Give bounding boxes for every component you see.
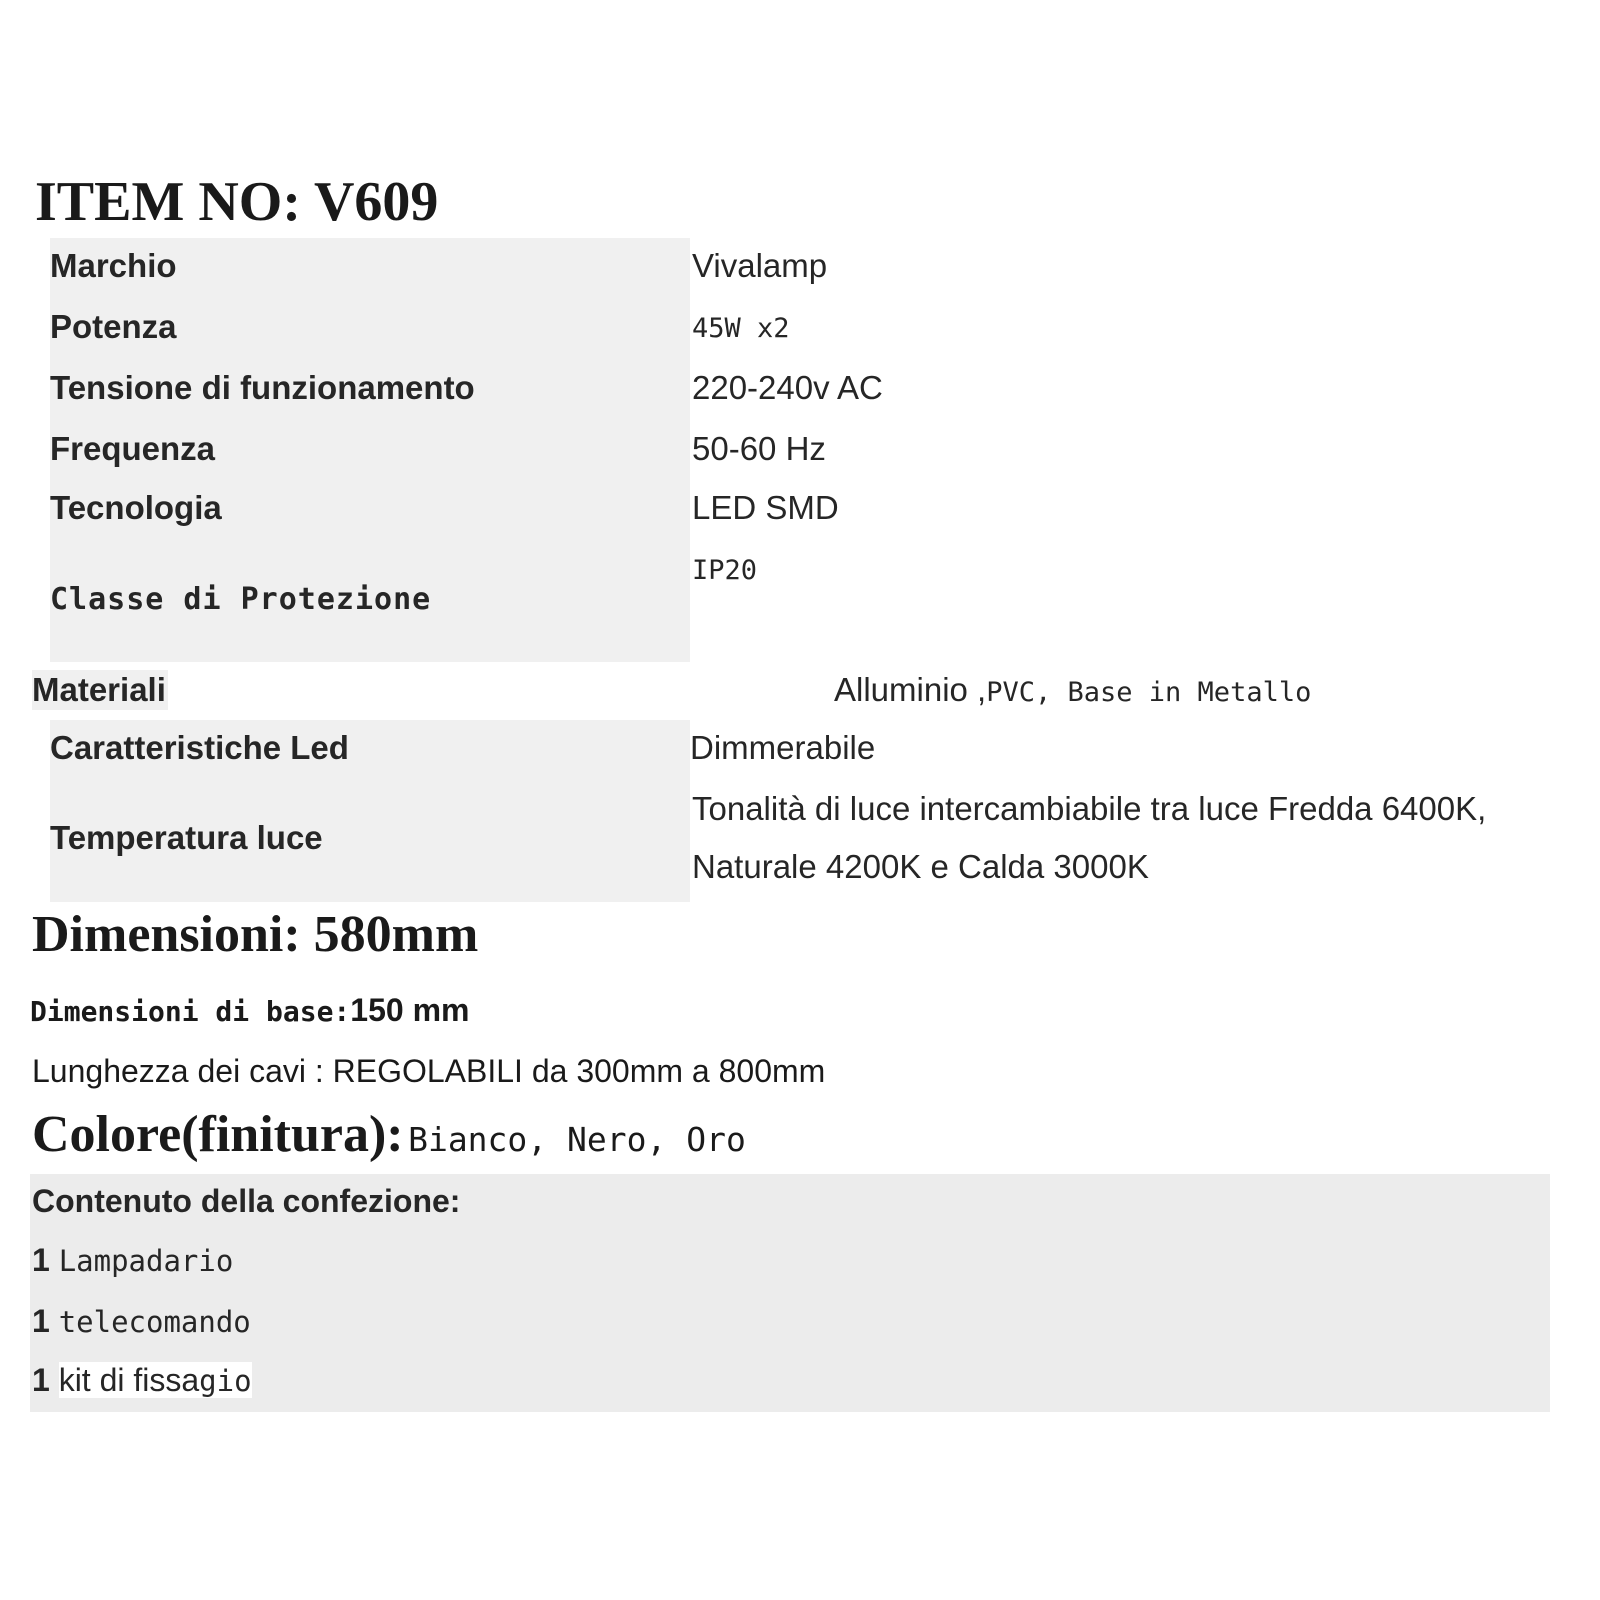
spec-label-classe-protezione: Classe di Protezione xyxy=(50,582,432,617)
spec-value-tecnologia: LED SMD xyxy=(692,489,839,526)
item-number-title: ITEM NO: V609 xyxy=(35,171,439,233)
spec-label-caratteristiche-led: Caratteristiche Led xyxy=(50,729,349,766)
package-item xyxy=(32,1301,251,1342)
spec-value-tensione: 220-240v AC xyxy=(692,369,883,406)
spec-value-materiali xyxy=(834,670,1311,713)
cable-length-line: Lunghezza dei cavi : REGOLABILI da 300mm a 800mm xyxy=(32,1053,826,1089)
spec-value-temperatura-line2: Naturale 4200K e Calda 3000K xyxy=(692,848,1149,885)
spec-value-potenza: 45W x2 xyxy=(692,313,790,344)
package-item-text-part: gio xyxy=(199,1364,252,1398)
package-item-qty: 1 xyxy=(32,1362,50,1398)
dimensioni-heading: Dimensioni: 580mm xyxy=(32,906,479,963)
spec-label-tecnologia: Tecnologia xyxy=(50,489,222,526)
base-dimension-label: Dimensioni di base: xyxy=(30,995,351,1028)
spec-label-frequenza: Frequenza xyxy=(50,430,216,467)
base-dimension-value: 150 mm xyxy=(350,992,470,1028)
spec-value-temperatura-line1: Tonalità di luce intercambiabile tra luce Fredda 6400K, xyxy=(692,790,1487,827)
package-item-text-part: kit di fissa xyxy=(58,1362,200,1398)
spec-label-temperatura-luce: Temperatura luce xyxy=(50,819,323,856)
package-item xyxy=(32,1360,252,1401)
spec-label-potenza: Potenza xyxy=(50,308,177,345)
spec-value-caratteristiche-led: Dimmerabile xyxy=(690,729,876,766)
package-item-text: telecomando xyxy=(58,1305,251,1339)
color-finish-value: Bianco, Nero, Oro xyxy=(408,1120,746,1159)
package-contents-title: Contenuto della confezione: xyxy=(32,1183,461,1219)
spec-label-materiali: Materiali xyxy=(32,671,166,708)
materiali-value-part: Alluminio , xyxy=(834,671,987,708)
spec-value-classe-protezione: IP20 xyxy=(692,555,758,586)
spec-value-marchio: Vivalamp xyxy=(692,247,828,284)
package-item-qty: 1 xyxy=(32,1242,50,1278)
package-item-text: Lampadario xyxy=(58,1244,234,1278)
spec-label-tensione: Tensione di funzionamento xyxy=(50,369,475,406)
package-item-qty: 1 xyxy=(32,1303,50,1339)
spec-value-frequenza: 50-60 Hz xyxy=(692,430,826,467)
materiali-value-part: PVC, Base in Metallo xyxy=(986,677,1312,708)
color-finish-line xyxy=(32,1106,746,1164)
package-item xyxy=(32,1240,233,1281)
color-finish-label: Colore(finitura): xyxy=(32,1106,404,1163)
spec-label-marchio: Marchio xyxy=(50,247,177,284)
base-dimension-line xyxy=(30,990,469,1032)
package-item-text xyxy=(59,1362,252,1398)
